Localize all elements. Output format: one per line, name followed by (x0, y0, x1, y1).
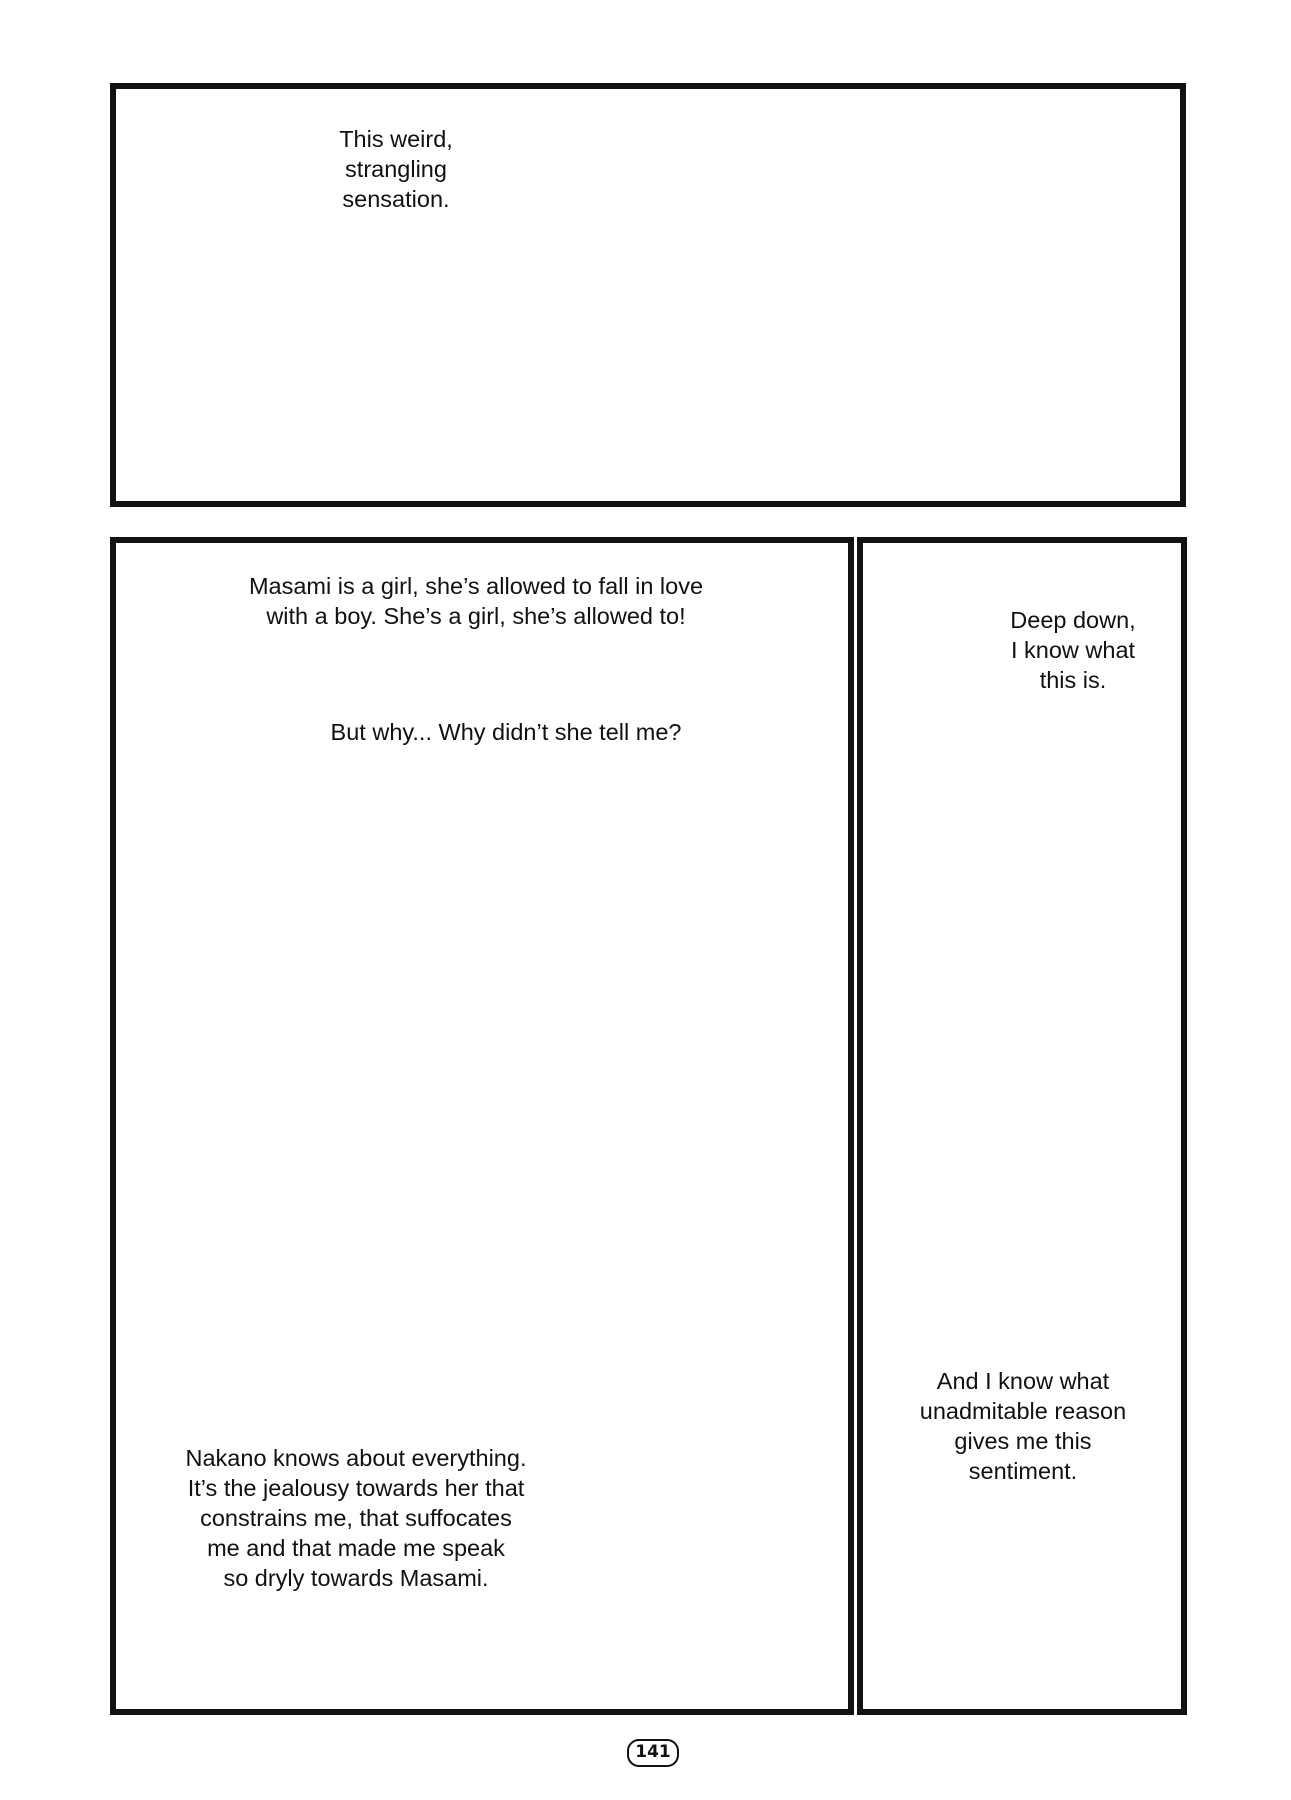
panel-top (110, 83, 1186, 507)
panel-middle-right (857, 537, 1187, 1715)
panel-middle-left (110, 537, 854, 1715)
caption-deep-down: Deep down, I know what this is. (1010, 607, 1136, 693)
caption-unadmitable-reason: And I know what unadmitable reason gives me this sentiment. (919, 1368, 1127, 1484)
caption-why-didnt-she-tell-me: But why... Why didn’t she tell me? (330, 719, 682, 745)
caption-nakano-knows: Nakano knows about everything. It’s the jealousy towards her that constrains me, that suffocates me and that made me speak so dryly towards Masami. (185, 1445, 527, 1591)
page-number: 141 (627, 1739, 679, 1767)
caption-masami-is-a-girl: Masami is a girl, she’s allowed to fall in love with a boy. She’s a girl, she’s allowed to! (248, 573, 704, 629)
caption-strangling-sensation: This weird, strangling sensation. (339, 126, 453, 212)
